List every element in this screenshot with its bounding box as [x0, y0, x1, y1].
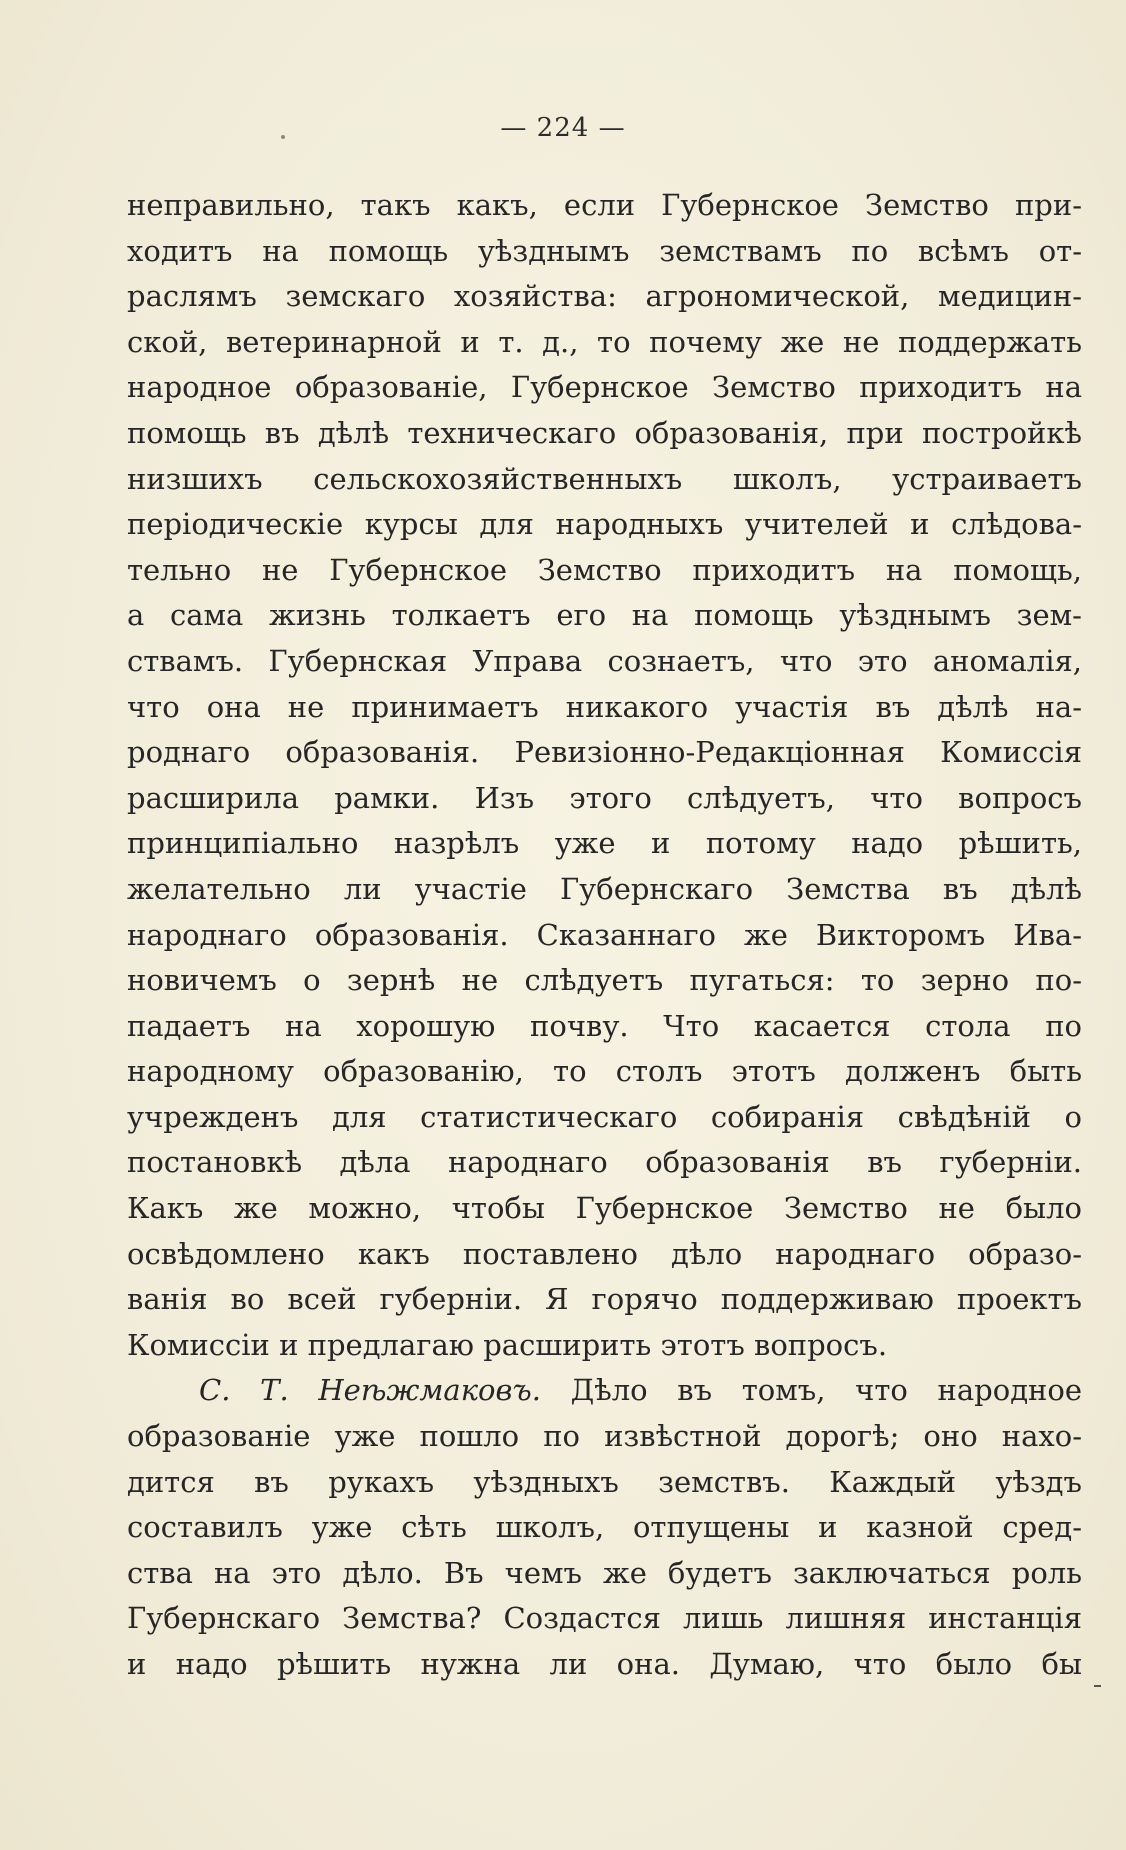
speaker-line — [127, 1368, 1082, 1414]
text-line: неправильно, такъ какъ, если Губернское Земство при- — [127, 188, 1082, 222]
body-text — [127, 183, 1082, 1688]
text-line: желательно ли участіе Губернскаго Земства въ дѣлѣ — [127, 871, 1082, 906]
text-line: что она не принимаетъ никакого участія въ дѣлѣ на- — [127, 689, 1082, 724]
text-line: періодическіе курсы для народныхъ учителей и слѣдова- — [127, 507, 1082, 542]
text-line: народнаго образованія. Сказаннаго же Викторомъ Ива- — [127, 917, 1082, 952]
speaker-line-text: Дѣло въ томъ, что народное — [570, 1373, 1083, 1408]
text-line: дится въ рукахъ уѣздныхъ земствъ. Каждый уѣздъ — [127, 1464, 1082, 1499]
paragraph-2 — [127, 1368, 1082, 1687]
text-line: принципіально назрѣлъ уже и потому надо рѣшить, — [127, 826, 1082, 861]
paragraph-1 — [127, 183, 1082, 1368]
text-line: народное образованіе, Губернское Земство приходитъ на — [127, 370, 1082, 405]
text-line: ства на это дѣло. Въ чемъ же будетъ заключаться роль — [127, 1555, 1082, 1590]
text-line: Какъ же можно, чтобы Губернское Земство не было — [127, 1191, 1082, 1226]
speaker-name: С. Т. Неѣжмаковъ. — [199, 1373, 541, 1408]
text-line: помощь въ дѣлѣ техническаго образованія, при постройкѣ — [127, 415, 1082, 450]
text-line: постановкѣ дѣла народнаго образованія въ губерніи. — [127, 1145, 1082, 1180]
text-line: ской, ветеринарной и т. д., то почему же не поддержать — [127, 324, 1082, 359]
text-line: составилъ уже сѣть школъ, отпущены и казной сред- — [127, 1510, 1082, 1545]
text-line: тельно не Губернское Земство приходитъ на помощь, — [127, 552, 1082, 587]
text-line: освѣдомлено какъ поставлено дѣло народнаго образо- — [127, 1236, 1082, 1271]
text-line: низшихъ сельскохозяйственныхъ школъ, устраиваетъ — [127, 461, 1082, 496]
page-number: — 224 — — [500, 113, 626, 143]
text-line: ствамъ. Губернская Управа сознаетъ, что это аномалія, — [127, 643, 1082, 678]
text-line: а сама жизнь толкаетъ его на помощь уѣзднымъ зем- — [127, 598, 1082, 633]
text-line: учрежденъ для статистическаго собиранія свѣдѣній о — [127, 1099, 1082, 1134]
text-line: и надо рѣшить нужна ли она. Думаю, что было бы — [127, 1647, 1082, 1681]
text-line: ходитъ на помощь уѣзднымъ земствамъ по всѣмъ от- — [127, 233, 1082, 268]
text-line: роднаго образованія. Ревизіонно-Редакціонная Комиссія — [127, 735, 1082, 770]
text-line: Комиссіи и предлагаю расширить этотъ вопросъ. — [127, 1327, 888, 1362]
continuation-mark — [1094, 1685, 1101, 1687]
text-line: расширила рамки. Изъ этого слѣдуетъ, что вопросъ — [127, 780, 1082, 815]
text-line: Губернскаго Земства? Создастся лишь лишняя инстанція — [127, 1601, 1082, 1636]
text-line: образованіе уже пошло по извѣстной дорогѣ; оно нахо- — [127, 1419, 1082, 1454]
text-line: народному образованію, то столъ этотъ долженъ быть — [127, 1054, 1082, 1089]
text-line: новичемъ о зернѣ не слѣдуетъ пугаться: то зерно по- — [127, 963, 1082, 998]
text-line: падаетъ на хорошую почву. Что касается стола по — [127, 1008, 1082, 1043]
text-line: ванія во всей губерніи. Я горячо поддерживаю проектъ — [127, 1282, 1082, 1317]
text-line: раслямъ земскаго хозяйства: агрономической, медицин- — [127, 279, 1082, 314]
